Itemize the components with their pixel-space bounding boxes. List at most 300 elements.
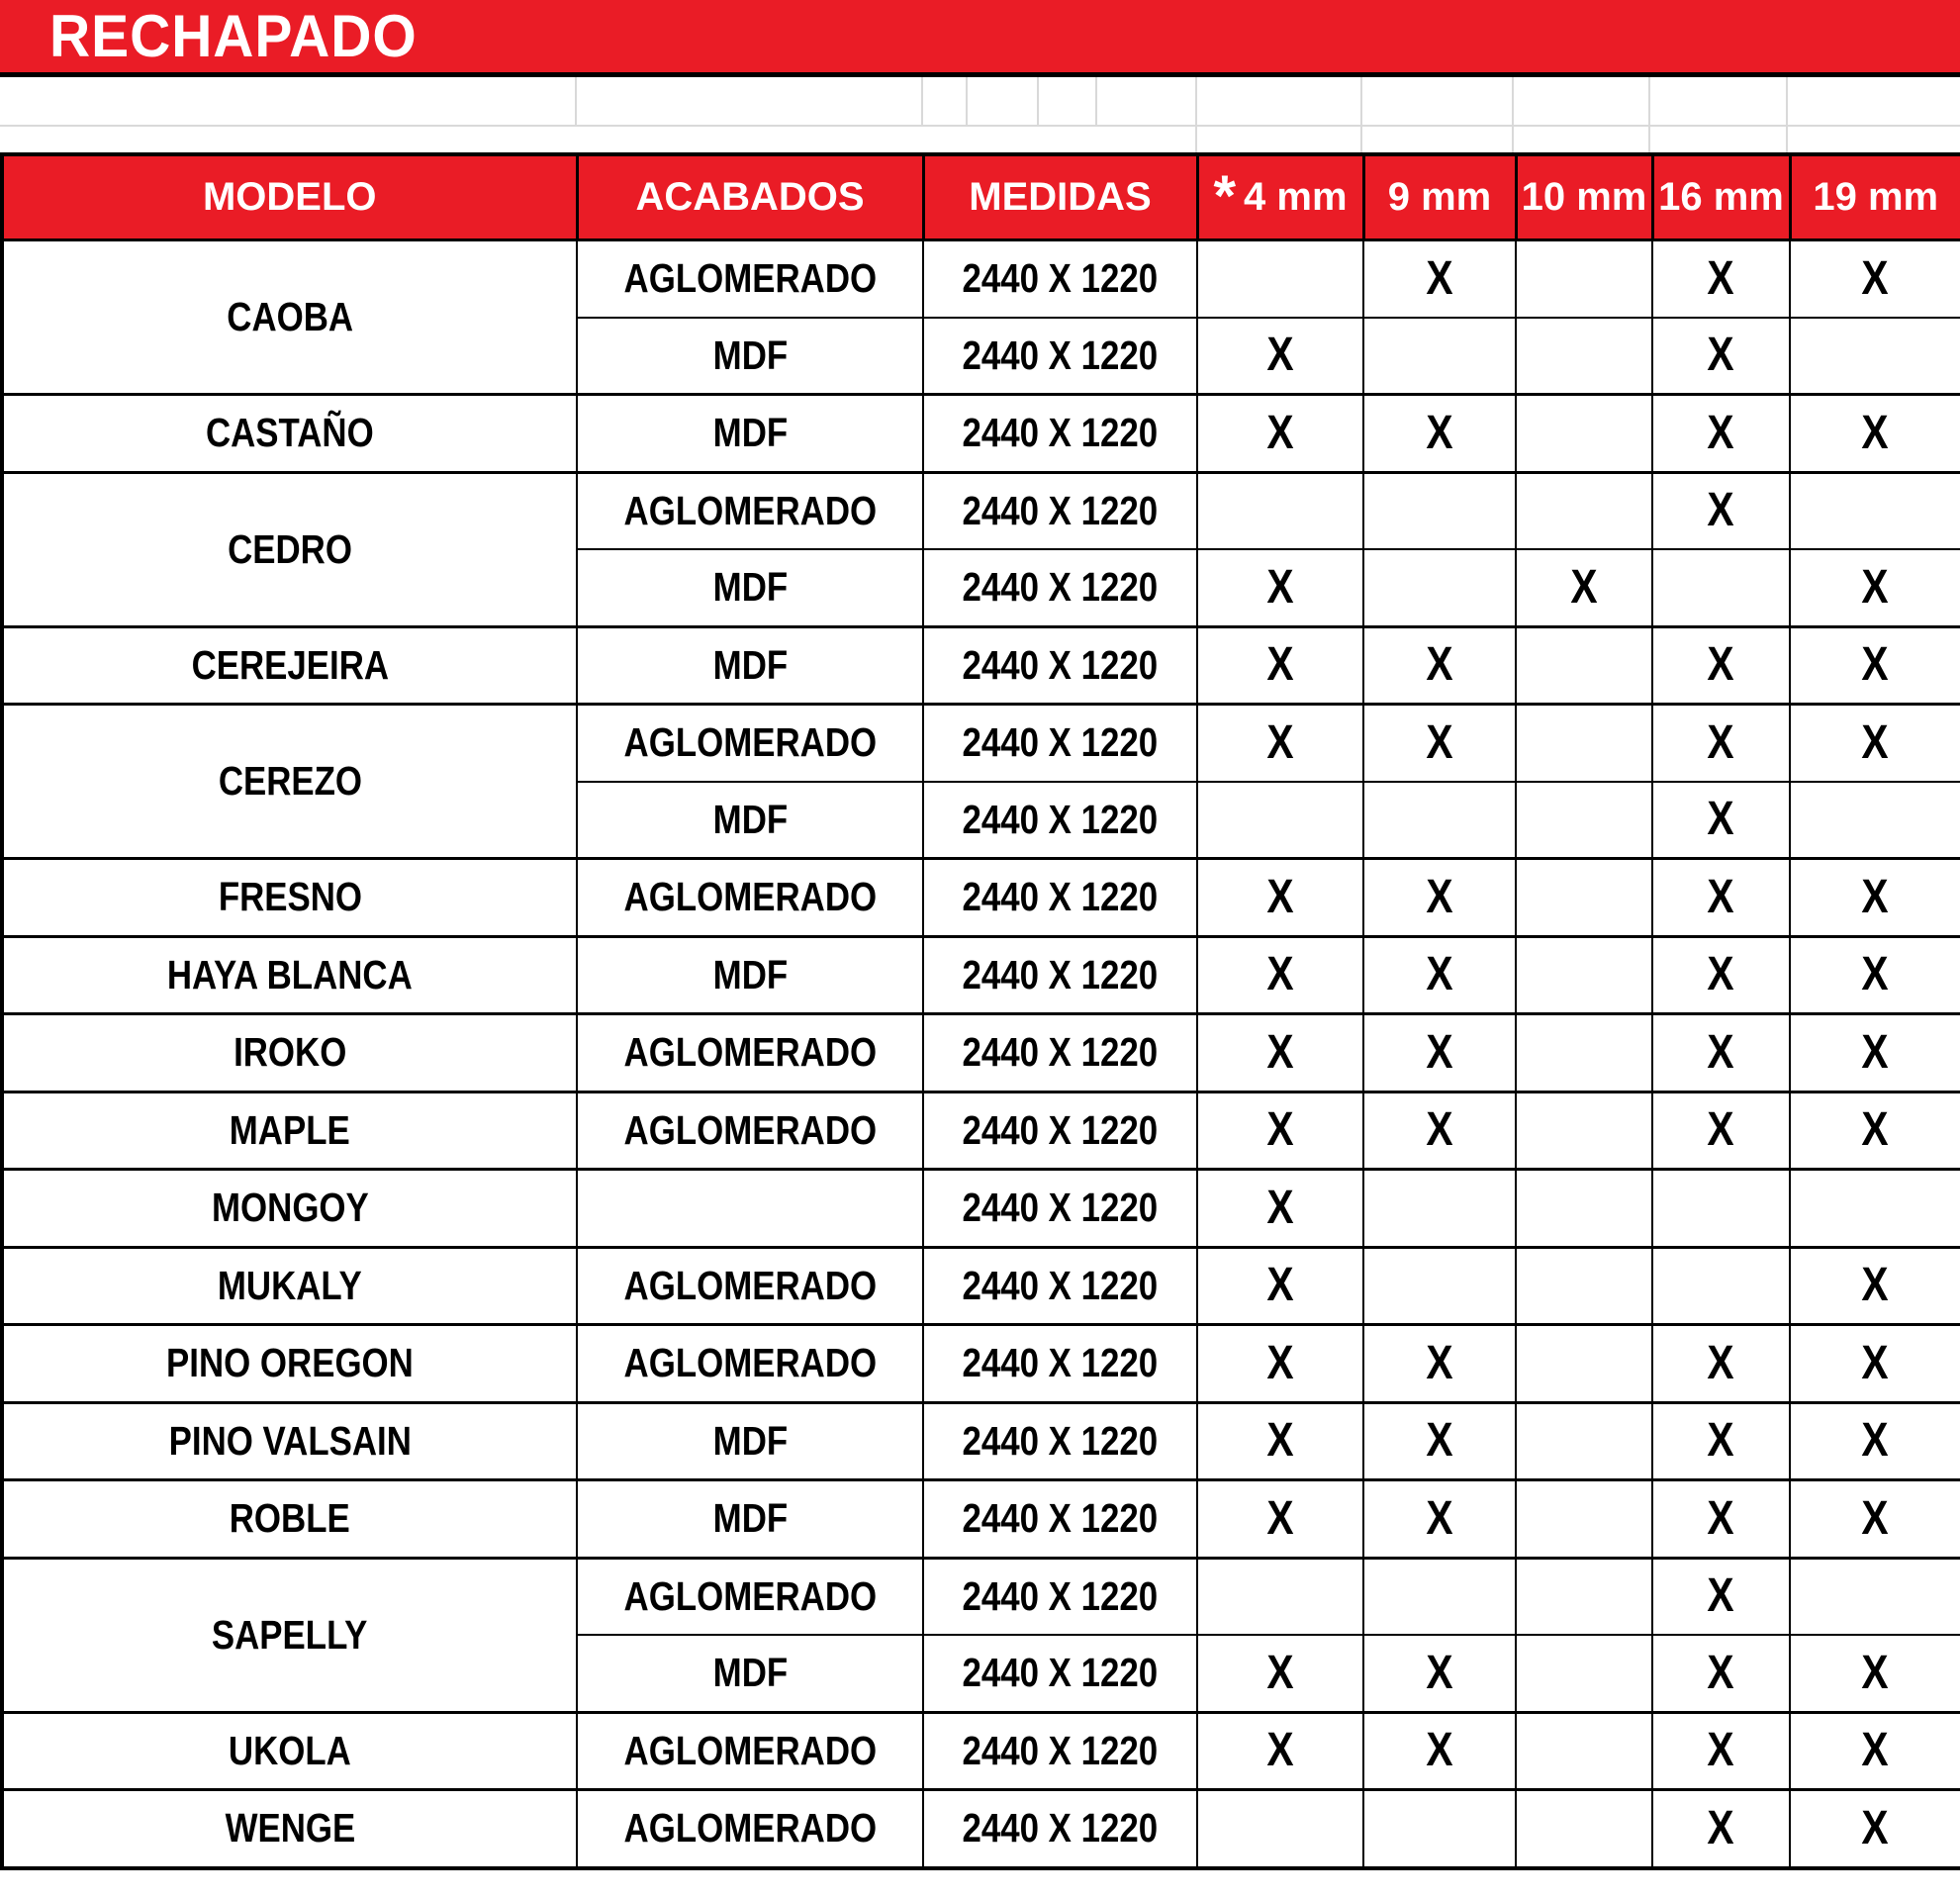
- cell-text: AGLOMERADO: [623, 719, 877, 766]
- cell-text: 2440 X 1220: [962, 1340, 1159, 1386]
- acabados-cell: [577, 1325, 923, 1403]
- mark-text: X: [1861, 560, 1890, 614]
- cell-text: AGLOMERADO: [623, 1727, 877, 1773]
- gridline: [1360, 127, 1362, 152]
- mark-text: X: [1861, 1801, 1890, 1854]
- thickness-cell: [1516, 1247, 1652, 1325]
- acabados-cell: [577, 1092, 923, 1170]
- thickness-cell: [1516, 1092, 1652, 1170]
- cell-text: PINO VALSAIN: [168, 1417, 412, 1464]
- mark-text: X: [1266, 1259, 1294, 1312]
- thickness-cell: [1197, 395, 1363, 473]
- table-row: [2, 705, 1960, 782]
- thickness-cell: [1516, 395, 1652, 473]
- medidas-cell: [923, 318, 1197, 395]
- medidas-cell: [923, 1325, 1197, 1403]
- thickness-cell: [1197, 472, 1363, 549]
- thickness-cell: [1363, 1558, 1516, 1635]
- mark-text: X: [1707, 484, 1735, 537]
- thickness-cell: [1790, 859, 1960, 937]
- mark-text: X: [1707, 1646, 1735, 1699]
- mark-text: X: [1861, 948, 1890, 1001]
- mark-text: X: [1426, 715, 1453, 769]
- mark-text: X: [1707, 638, 1735, 692]
- mark-text: X: [1861, 1414, 1890, 1468]
- thickness-cell: [1516, 549, 1652, 626]
- gridline: [1195, 127, 1197, 152]
- mark-text: X: [1266, 715, 1294, 769]
- thickness-cell: [1516, 859, 1652, 937]
- thickness-cell: [1790, 1325, 1960, 1403]
- thickness-cell: [1197, 1480, 1363, 1559]
- thickness-cell: [1516, 240, 1652, 318]
- medidas-cell: [923, 472, 1197, 549]
- thickness-cell: [1197, 936, 1363, 1014]
- cell-text: MUKALY: [218, 1262, 362, 1308]
- thickness-cell: [1652, 859, 1790, 937]
- mark-text: X: [1426, 251, 1453, 305]
- thickness-cell: [1790, 705, 1960, 782]
- thickness-cell: [1790, 1480, 1960, 1559]
- mark-text: X: [1426, 1103, 1453, 1157]
- cell-text: PINO OREGON: [166, 1340, 414, 1386]
- cell-text: ROBLE: [230, 1495, 350, 1542]
- mark-text: X: [1266, 870, 1294, 923]
- thickness-cell: [1516, 1790, 1652, 1868]
- table-row: [2, 936, 1960, 1014]
- thickness-cell: [1790, 1635, 1960, 1712]
- thickness-cell: [1790, 1170, 1960, 1248]
- cell-text: MDF: [712, 410, 788, 456]
- thickness-cell: [1363, 1170, 1516, 1248]
- medidas-cell: [923, 859, 1197, 937]
- medidas-cell: [923, 626, 1197, 705]
- title-banner: [0, 0, 1960, 77]
- mark-text: X: [1266, 1724, 1294, 1777]
- mark-text: X: [1707, 715, 1735, 769]
- gridline: [1648, 77, 1650, 125]
- col-header-label: ACABADOS: [635, 175, 865, 219]
- table-row: [2, 859, 1960, 937]
- thickness-cell: [1790, 549, 1960, 626]
- thickness-cell: [1652, 1402, 1790, 1480]
- cell-text: SAPELLY: [212, 1611, 368, 1658]
- acabados-cell: [577, 1402, 923, 1480]
- medidas-cell: [923, 936, 1197, 1014]
- mark-text: X: [1266, 1491, 1294, 1545]
- thickness-cell: [1790, 626, 1960, 705]
- mark-text: X: [1707, 1025, 1735, 1079]
- mark-text: X: [1426, 1414, 1453, 1468]
- thickness-cell: [1197, 549, 1363, 626]
- mark-text: X: [1266, 1181, 1294, 1234]
- table-row: [2, 1247, 1960, 1325]
- acabados-cell: [577, 1170, 923, 1248]
- mark-text: X: [1266, 638, 1294, 692]
- thickness-cell: [1197, 626, 1363, 705]
- mark-text: X: [1707, 1724, 1735, 1777]
- mark-text: X: [1861, 638, 1890, 692]
- cell-text: 2440 X 1220: [962, 719, 1159, 766]
- thickness-cell: [1652, 1635, 1790, 1712]
- thickness-cell: [1197, 1712, 1363, 1790]
- medidas-cell: [923, 1790, 1197, 1868]
- thickness-cell: [1197, 859, 1363, 937]
- thickness-cell: [1652, 1247, 1790, 1325]
- thickness-cell: [1363, 1325, 1516, 1403]
- cell-text: IROKO: [233, 1029, 347, 1076]
- mark-text: X: [1707, 1103, 1735, 1157]
- mark-text: X: [1707, 1569, 1735, 1623]
- mark-text: X: [1266, 1414, 1294, 1468]
- cell-text: MDF: [712, 1650, 788, 1696]
- cell-text: 2440 X 1220: [962, 1572, 1159, 1619]
- thickness-cell: [1363, 1712, 1516, 1790]
- medidas-cell: [923, 240, 1197, 318]
- mark-text: X: [1570, 560, 1598, 614]
- thickness-cell: [1363, 936, 1516, 1014]
- modelo-cell: [2, 1170, 577, 1248]
- mark-text: X: [1861, 1491, 1890, 1545]
- thickness-cell: [1516, 472, 1652, 549]
- cell-text: 2440 X 1220: [962, 410, 1159, 456]
- cell-text: MDF: [712, 951, 788, 997]
- thickness-cell: [1790, 936, 1960, 1014]
- acabados-cell: [577, 782, 923, 859]
- mark-text: X: [1426, 870, 1453, 923]
- acabados-cell: [577, 1635, 923, 1712]
- acabados-cell: [577, 1480, 923, 1559]
- medidas-cell: [923, 782, 1197, 859]
- medidas-cell: [923, 1558, 1197, 1635]
- thickness-cell: [1652, 936, 1790, 1014]
- cell-text: AGLOMERADO: [623, 1572, 877, 1619]
- thickness-cell: [1363, 240, 1516, 318]
- cell-text: 2440 X 1220: [962, 1185, 1159, 1231]
- acabados-cell: [577, 1712, 923, 1790]
- col-header-10mm: [1516, 154, 1652, 240]
- table-row: [2, 1790, 1960, 1868]
- thickness-cell: [1516, 782, 1652, 859]
- medidas-cell: [923, 1170, 1197, 1248]
- table-row: [2, 1092, 1960, 1170]
- gridline: [1360, 77, 1362, 125]
- thickness-cell: [1790, 1790, 1960, 1868]
- mark-text: X: [1861, 406, 1890, 459]
- thickness-cell: [1516, 936, 1652, 1014]
- mark-text: X: [1861, 1646, 1890, 1699]
- cell-text: 2440 X 1220: [962, 641, 1159, 688]
- gridline: [1037, 77, 1039, 125]
- thickness-cell: [1652, 1170, 1790, 1248]
- thickness-cell: [1652, 1558, 1790, 1635]
- acabados-cell: [577, 240, 923, 318]
- mark-text: X: [1266, 560, 1294, 614]
- thickness-cell: [1197, 1558, 1363, 1635]
- col-header-label: 9 mm: [1387, 175, 1492, 219]
- thickness-cell: [1363, 549, 1516, 626]
- acabados-cell: [577, 549, 923, 626]
- medidas-cell: [923, 1402, 1197, 1480]
- mark-text: X: [1707, 1414, 1735, 1468]
- thickness-cell: [1516, 1712, 1652, 1790]
- cell-text: MDF: [712, 1495, 788, 1542]
- medidas-cell: [923, 1480, 1197, 1559]
- modelo-cell: [2, 1480, 577, 1559]
- thickness-cell: [1363, 1092, 1516, 1170]
- gridline: [1095, 77, 1097, 125]
- modelo-cell: [2, 1247, 577, 1325]
- col-header-9mm: [1363, 154, 1516, 240]
- thickness-cell: [1516, 1325, 1652, 1403]
- thickness-cell: [1516, 626, 1652, 705]
- mark-text: X: [1426, 1491, 1453, 1545]
- mark-text: X: [1707, 948, 1735, 1001]
- cell-text: 2440 X 1220: [962, 1650, 1159, 1696]
- acabados-cell: [577, 626, 923, 705]
- medidas-cell: [923, 1247, 1197, 1325]
- gridline: [1786, 127, 1788, 152]
- cell-text: 2440 X 1220: [962, 564, 1159, 611]
- thickness-cell: [1363, 859, 1516, 937]
- gridline: [575, 77, 577, 125]
- col-header-label: 19 mm: [1813, 175, 1939, 219]
- mark-text: X: [1861, 1724, 1890, 1777]
- thickness-cell: [1516, 1558, 1652, 1635]
- cell-text: AGLOMERADO: [623, 255, 877, 302]
- cell-text: CASTAÑO: [206, 410, 374, 456]
- cell-text: MDF: [712, 796, 788, 842]
- mark-text: X: [1266, 329, 1294, 382]
- cell-text: UKOLA: [229, 1727, 351, 1773]
- acabados-cell: [577, 318, 923, 395]
- cell-text: AGLOMERADO: [623, 1029, 877, 1076]
- table-row: [2, 1325, 1960, 1403]
- thickness-cell: [1652, 1014, 1790, 1092]
- mark-text: X: [1266, 948, 1294, 1001]
- thickness-cell: [1652, 1325, 1790, 1403]
- thickness-cell: [1363, 705, 1516, 782]
- rechapado-table: [0, 152, 1960, 1870]
- cell-text: 2440 X 1220: [962, 1106, 1159, 1153]
- col-header-label: 4 mm: [1244, 175, 1348, 219]
- modelo-cell: [2, 1014, 577, 1092]
- cell-text: HAYA BLANCA: [167, 951, 413, 997]
- mark-text: X: [1266, 1646, 1294, 1699]
- medidas-cell: [923, 1014, 1197, 1092]
- cell-text: CEDRO: [228, 525, 352, 572]
- gridline: [1648, 127, 1650, 152]
- thickness-cell: [1790, 240, 1960, 318]
- thickness-cell: [1363, 626, 1516, 705]
- thickness-cell: [1197, 1170, 1363, 1248]
- col-header-label: MODELO: [202, 175, 377, 219]
- cell-text: AGLOMERADO: [623, 1340, 877, 1386]
- thickness-cell: [1197, 1325, 1363, 1403]
- thickness-cell: [1652, 472, 1790, 549]
- thickness-cell: [1652, 1712, 1790, 1790]
- col-header-medidas: [923, 154, 1197, 240]
- thickness-cell: [1197, 782, 1363, 859]
- thickness-cell: [1516, 1170, 1652, 1248]
- thickness-cell: [1652, 1092, 1790, 1170]
- thickness-cell: [1516, 318, 1652, 395]
- acabados-cell: [577, 1014, 923, 1092]
- cell-text: 2440 X 1220: [962, 1805, 1159, 1852]
- mark-text: X: [1426, 1646, 1453, 1699]
- cell-text: 2440 X 1220: [962, 1029, 1159, 1076]
- col-header-label: 16 mm: [1658, 175, 1784, 219]
- modelo-cell: [2, 705, 577, 859]
- medidas-cell: [923, 1635, 1197, 1712]
- table-row: [2, 626, 1960, 705]
- table-row: [2, 395, 1960, 473]
- cell-text: AGLOMERADO: [623, 1805, 877, 1852]
- thickness-cell: [1652, 626, 1790, 705]
- table-row: [2, 1014, 1960, 1092]
- table-row: [2, 472, 1960, 549]
- thickness-cell: [1363, 395, 1516, 473]
- thickness-cell: [1790, 395, 1960, 473]
- medidas-cell: [923, 395, 1197, 473]
- acabados-cell: [577, 472, 923, 549]
- gridline: [1195, 77, 1197, 125]
- mark-text: X: [1266, 406, 1294, 459]
- cell-text: MDF: [712, 1417, 788, 1464]
- thickness-cell: [1197, 1790, 1363, 1868]
- thickness-cell: [1790, 782, 1960, 859]
- cell-text: 2440 X 1220: [962, 1727, 1159, 1773]
- modelo-cell: [2, 1092, 577, 1170]
- thickness-cell: [1790, 1402, 1960, 1480]
- mark-text: X: [1861, 1025, 1890, 1079]
- mark-text: X: [1707, 870, 1735, 923]
- thickness-cell: [1363, 1402, 1516, 1480]
- col-header-acabados: [577, 154, 923, 240]
- col-header-modelo: [2, 154, 577, 240]
- mark-text: X: [1861, 251, 1890, 305]
- acabados-cell: [577, 1558, 923, 1635]
- modelo-cell: [2, 626, 577, 705]
- thickness-cell: [1652, 782, 1790, 859]
- thickness-cell: [1652, 705, 1790, 782]
- table-row: [2, 1480, 1960, 1559]
- mark-text: X: [1861, 1259, 1890, 1312]
- gridline: [966, 77, 968, 125]
- modelo-cell: [2, 1402, 577, 1480]
- mark-text: X: [1861, 715, 1890, 769]
- cell-text: CEREZO: [218, 758, 362, 804]
- acabados-cell: [577, 859, 923, 937]
- thickness-cell: [1516, 705, 1652, 782]
- modelo-cell: [2, 395, 577, 473]
- cell-text: MDF: [712, 641, 788, 688]
- thickness-cell: [1652, 549, 1790, 626]
- thickness-cell: [1363, 782, 1516, 859]
- mark-text: X: [1861, 870, 1890, 923]
- mark-text: X: [1707, 251, 1735, 305]
- modelo-cell: [2, 1325, 577, 1403]
- thickness-cell: [1652, 395, 1790, 473]
- thickness-cell: [1197, 1247, 1363, 1325]
- table-row: [2, 1712, 1960, 1790]
- thickness-cell: [1197, 240, 1363, 318]
- col-header-16mm: [1652, 154, 1790, 240]
- cell-text: FRESNO: [218, 874, 362, 920]
- thickness-cell: [1197, 1402, 1363, 1480]
- table-row: [2, 1170, 1960, 1248]
- cell-text: WENGE: [225, 1805, 355, 1852]
- acabados-cell: [577, 1247, 923, 1325]
- table-body: [2, 240, 1960, 1868]
- mark-text: X: [1426, 1336, 1453, 1389]
- thickness-cell: [1197, 705, 1363, 782]
- thickness-cell: [1516, 1402, 1652, 1480]
- cell-text: 2440 X 1220: [962, 487, 1159, 533]
- cell-text: AGLOMERADO: [623, 874, 877, 920]
- acabados-cell: [577, 705, 923, 782]
- modelo-cell: [2, 859, 577, 937]
- thickness-cell: [1516, 1480, 1652, 1559]
- thickness-cell: [1363, 472, 1516, 549]
- thickness-cell: [1197, 1092, 1363, 1170]
- acabados-cell: [577, 395, 923, 473]
- thickness-cell: [1197, 318, 1363, 395]
- mark-text: X: [1707, 329, 1735, 382]
- thickness-cell: [1652, 240, 1790, 318]
- medidas-cell: [923, 1712, 1197, 1790]
- cell-text: 2440 X 1220: [962, 1262, 1159, 1308]
- acabados-cell: [577, 936, 923, 1014]
- cell-text: CEREJEIRA: [191, 641, 389, 688]
- mark-text: X: [1426, 638, 1453, 692]
- thickness-cell: [1363, 1247, 1516, 1325]
- modelo-cell: [2, 240, 577, 395]
- modelo-cell: [2, 1558, 577, 1712]
- gridline: [0, 125, 1960, 127]
- table-row: [2, 1402, 1960, 1480]
- cell-text: MAPLE: [230, 1106, 350, 1153]
- col-header-label: MEDIDAS: [969, 175, 1152, 219]
- modelo-cell: [2, 1790, 577, 1868]
- thickness-cell: [1790, 1558, 1960, 1635]
- cell-text: MONGOY: [211, 1185, 369, 1231]
- thickness-cell: [1363, 318, 1516, 395]
- thickness-cell: [1363, 1480, 1516, 1559]
- mark-text: X: [1266, 1025, 1294, 1079]
- modelo-cell: [2, 472, 577, 626]
- cell-text: 2440 X 1220: [962, 951, 1159, 997]
- cell-text: CAOBA: [227, 294, 353, 339]
- cell-text: AGLOMERADO: [623, 1262, 877, 1308]
- medidas-cell: [923, 549, 1197, 626]
- cell-text: 2440 X 1220: [962, 796, 1159, 842]
- thickness-cell: [1652, 1480, 1790, 1559]
- thickness-cell: [1363, 1790, 1516, 1868]
- col-header-label: 10 mm: [1521, 175, 1647, 219]
- mark-text: X: [1707, 1336, 1735, 1389]
- col-header-4mm: * 4 mm: [1197, 154, 1363, 240]
- mark-text: X: [1707, 1801, 1735, 1854]
- mark-text: X: [1707, 406, 1735, 459]
- col-header-19mm: [1790, 154, 1960, 240]
- mark-text: X: [1861, 1336, 1890, 1389]
- cell-text: 2440 X 1220: [962, 332, 1159, 378]
- thickness-cell: [1790, 318, 1960, 395]
- cell-text: AGLOMERADO: [623, 487, 877, 533]
- cell-text: 2440 X 1220: [962, 874, 1159, 920]
- mark-text: X: [1266, 1103, 1294, 1157]
